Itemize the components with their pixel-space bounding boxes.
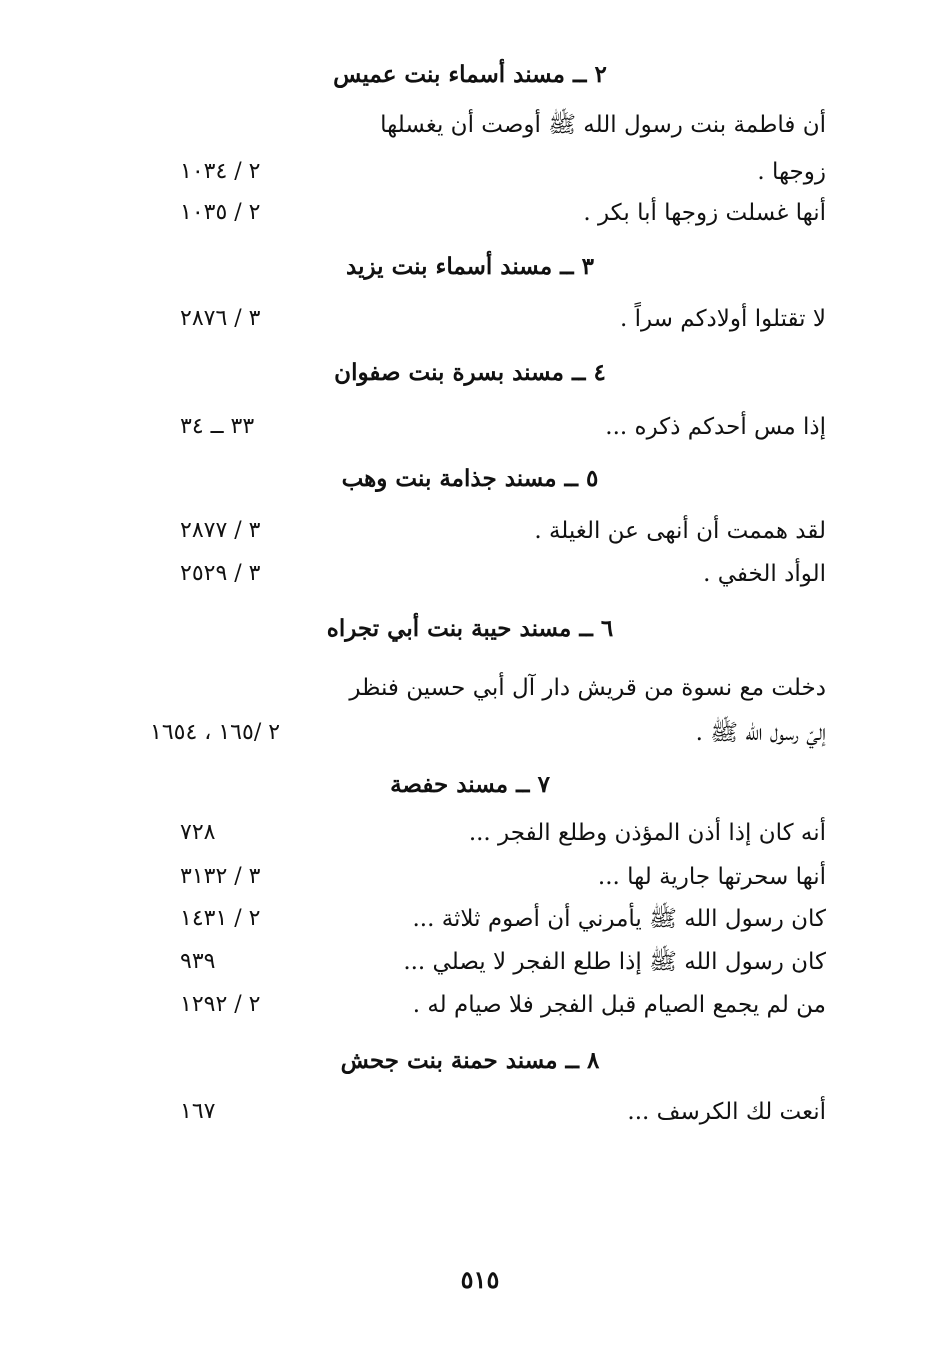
- entry-text: أنه كان إذا أذن المؤذن وطلع الفجر ...: [468, 820, 826, 846]
- entry-reference: [180, 198, 345, 228]
- entry-text: كان رسول الله ﷺ يأمرني أن أصوم ثلاثة ...: [412, 906, 826, 932]
- reference-value: ٣ / ٢٥٢٩: [180, 561, 261, 586]
- reference-value: ٧٢٨: [180, 820, 216, 845]
- section-heading: ٤ ــ مسند بسرة بنت صفوان: [334, 359, 606, 386]
- reference-value: ٣ / ٢٨٧٧: [180, 518, 261, 543]
- entry-text: دخلت مع نسوة من قريش دار آل أبي حسين فنظر: [349, 675, 826, 701]
- entry-text: أن فاطمة بنت رسول الله ﷺ أوصت أن يغسلها: [380, 112, 826, 138]
- reference-value: ٩٣٩: [180, 949, 216, 974]
- entry-text: من لم يجمع الصيام قبل الفجر فلا صيام له .: [412, 992, 826, 1018]
- entry-text: إذا مس أحدكم ذكره ...: [605, 414, 826, 440]
- entry-reference: [180, 862, 345, 892]
- section-heading: ٣ ــ مسند أسماء بنت يزيد: [346, 253, 594, 280]
- entry-reference: [180, 516, 345, 546]
- entry-reference: [180, 904, 345, 934]
- entry-text: أنها سحرتها جارية لها ...: [597, 864, 826, 890]
- entry-text: لا تقتلوا أولادكم سراً .: [619, 306, 826, 332]
- entry-reference: [180, 559, 345, 589]
- entry-text: الوأد الخفي .: [703, 561, 826, 587]
- entry-text: كان رسول الله ﷺ إذا طلع الفجر لا يصلي ...: [403, 949, 826, 975]
- entry-reference: [180, 304, 345, 334]
- entry-reference: [150, 718, 345, 748]
- reference-value: ٢ / ١٠٣٤: [180, 159, 261, 184]
- entry-reference: [180, 157, 345, 187]
- entry-text: أنها غسلت زوجها أبا بكر .: [583, 200, 826, 226]
- section-heading: ٦ ــ مسند حيبة بنت أبي تجراه: [326, 615, 614, 642]
- entry-reference: [180, 1097, 345, 1127]
- entry-reference: [180, 818, 345, 848]
- entry-reference: [180, 990, 345, 1020]
- entry-text: أنعت لك الكرسف ...: [627, 1099, 826, 1125]
- reference-value: ٢ /١٦٥ ، ١٦٥٤: [150, 720, 281, 745]
- entry-text: لقد هممت أن أنهى عن الغيلة .: [534, 518, 826, 544]
- reference-value: ٢ / ١٤٣١: [180, 906, 261, 931]
- reference-value: ٢ / ١٢٩٢: [180, 992, 261, 1017]
- entry-text: زوجها .: [757, 159, 826, 185]
- reference-value: ١٦٧: [180, 1099, 216, 1124]
- reference-value: ٢ / ١٠٣٥: [180, 200, 261, 225]
- reference-value: ٣ / ٢٨٧٦: [180, 306, 261, 331]
- section-heading: ٥ ــ مسند جذامة بنت وهب: [341, 465, 599, 492]
- section-heading: ٨ ــ مسند حمنة بنت جحش: [340, 1047, 600, 1074]
- reference-value: ٣ / ٣١٣٢: [180, 864, 261, 889]
- entry-reference: [180, 412, 345, 442]
- reference-value: ٣٣ ــ ٣٤: [180, 414, 255, 439]
- entry-reference: [180, 947, 345, 977]
- entry-text: إليّ رسول الله ﷺ .: [695, 720, 826, 746]
- section-heading: ٢ ــ مسند أسماء بنت عميس: [333, 61, 607, 88]
- section-heading: ٧ ــ مسند حفصة: [390, 771, 550, 798]
- page-number: ٥١٥: [460, 1265, 500, 1294]
